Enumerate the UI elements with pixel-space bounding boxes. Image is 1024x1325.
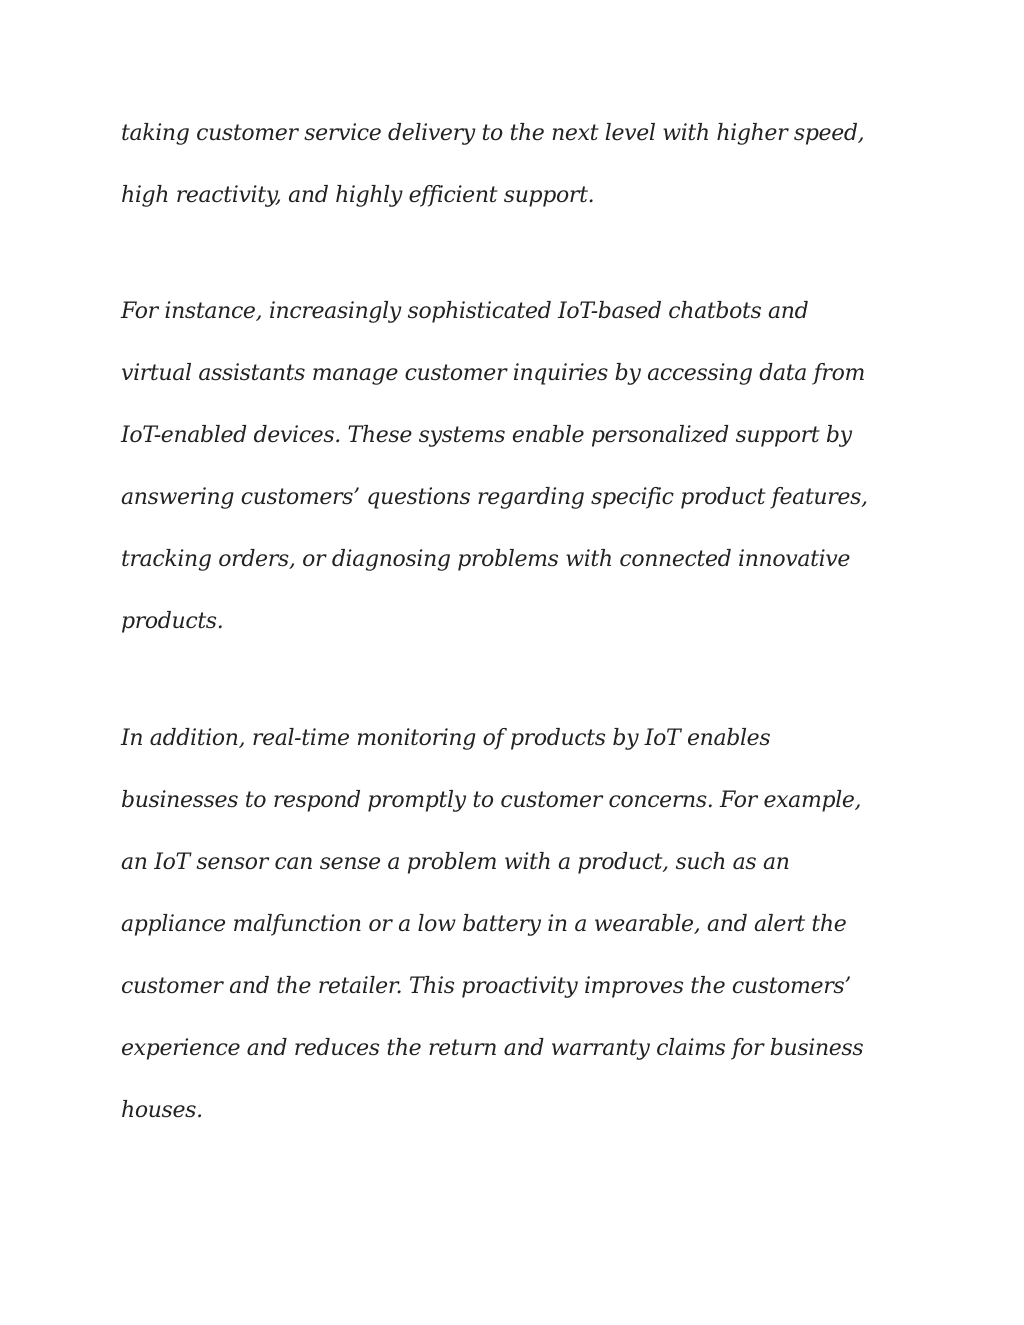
paragraph-1-line-2: high reactivity, and highly efficient support. — [121, 183, 595, 208]
paragraph-3-line-1: In addition, real-time monitoring of products by IoT enables — [121, 726, 771, 751]
paragraph-3-line-3: an IoT sensor can sense a problem with a product, such as an — [121, 850, 790, 875]
paragraph-2-line-2: virtual assistants manage customer inquiries by accessing data from — [121, 361, 865, 386]
paragraph-2-line-6: products. — [121, 609, 224, 634]
paragraph-2-line-4: answering customers’ questions regarding specific product features, — [121, 485, 868, 510]
paragraph-2-line-1: For instance, increasingly sophisticated IoT-based chatbots and — [121, 299, 809, 324]
paragraph-3-line-4: appliance malfunction or a low battery in a wearable, and alert the — [121, 912, 847, 937]
paragraph-2-line-3: IoT-enabled devices. These systems enable personalized support by — [121, 423, 852, 448]
paragraph-3-line-7: houses. — [121, 1098, 203, 1123]
paragraph-3-line-2: businesses to respond promptly to customer concerns. For example, — [121, 788, 862, 813]
paragraph-1-line-1: taking customer service delivery to the next level with higher speed, — [121, 121, 865, 146]
paragraph-2-line-5: tracking orders, or diagnosing problems with connected innovative — [121, 547, 851, 572]
paragraph-3-line-6: experience and reduces the return and warranty claims for business — [121, 1036, 864, 1061]
paragraph-3-line-5: customer and the retailer. This proactivity improves the customers’ — [121, 974, 851, 999]
